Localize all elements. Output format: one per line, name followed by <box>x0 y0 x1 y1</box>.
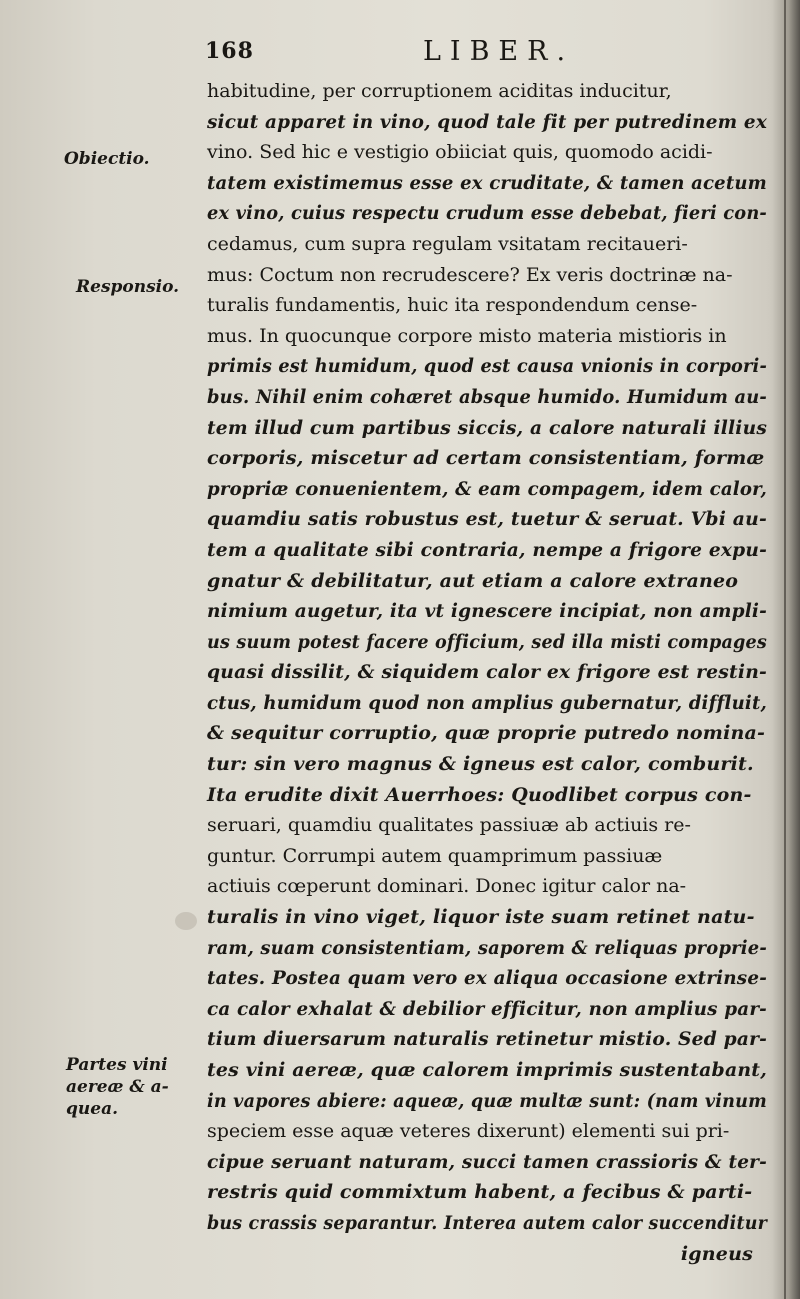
text-line: tates. Postea quam vero ex aliqua occasione extrinse- <box>207 967 767 990</box>
text-line: quamdiu satis robustus est, tuetur & seruat. Vbi au- <box>207 508 767 531</box>
text-line: corporis, miscetur ad certam consistentiam, formæ <box>207 447 765 470</box>
text-line: ctus, humidum quod non amplius gubernatur, diffluit, <box>207 691 767 714</box>
page-edge-line <box>784 0 786 1299</box>
page-edge-shadow <box>772 0 800 1299</box>
text-line: habitudine, per corruptionem aciditas inducitur, <box>207 80 672 102</box>
text-line: ca calor exhalat & debilior efficitur, non amplius par- <box>207 997 767 1020</box>
text-line: turalis in vino viget, liquor iste suam retinet natu- <box>207 906 755 929</box>
text-line: quasi dissilit, & siquidem calor ex frigore est restin- <box>207 661 767 684</box>
text-line: propriæ conuenientem, & eam compagem, idem calor, <box>207 477 767 500</box>
catchword: igneus <box>680 1242 753 1265</box>
text-line: nimium augetur, ita vt ignescere incipiat, non ampli- <box>207 600 767 623</box>
running-title: LIBER. <box>423 36 575 67</box>
page-number: 168 <box>205 38 254 64</box>
text-line: restris quid commixtum habent, a fecibus & parti- <box>207 1181 753 1204</box>
text-line: bus. Nihil enim cohæret absque humido. Humidum au- <box>207 385 767 408</box>
text-line: gnatur & debilitatur, aut etiam a calore extraneo <box>207 569 739 592</box>
text-line: tatem existimemus esse ex cruditate, & tamen acetum <box>207 171 767 194</box>
text-line: primis est humidum, quod est causa vnionis in corpori- <box>207 355 767 378</box>
margin-note-obiectio: Obiectio. <box>64 149 150 169</box>
text-line: tes vini aereæ, quæ calorem imprimis sustentabant, <box>207 1059 767 1081</box>
text-line: cipue seruant naturam, succi tamen crassioris & ter- <box>207 1150 767 1173</box>
margin-note-partes-vini: Partes vini aereæ & a-quea. <box>66 1055 169 1119</box>
text-line: mus: Coctum non recrudescere? Ex veris doctrinæ na- <box>207 263 733 286</box>
text-line: ex vino, cuius respectu crudum esse debebat, fieri con- <box>207 202 767 225</box>
text-line: tem a qualitate sibi contraria, nempe a frigore expu- <box>207 538 767 561</box>
text-line: in vapores abiere: aqueæ, quæ multæ sunt: (nam vinum <box>207 1089 767 1112</box>
text-line: guntur. Corrumpi autem quamprimum passiuæ <box>207 844 663 867</box>
text-line: & sequitur corruptio, quæ proprie putredo nomina- <box>207 722 766 745</box>
ink-stain <box>175 912 197 930</box>
text-line: tur: sin vero magnus & igneus est calor, comburit. <box>207 753 754 776</box>
text-line: us suum potest facere officium, sed illa misti compages <box>207 630 767 653</box>
text-line: bus crassis separantur. Interea autem calor succenditur <box>207 1211 767 1234</box>
text-line: vino. Sed hic e vestigio obiiciat quis, quomodo acidi- <box>207 141 713 164</box>
text-line: ram, suam consistentiam, saporem & reliquas proprie- <box>207 936 767 959</box>
text-line: mus. In quocunque corpore misto materia mistioris in <box>207 324 727 347</box>
text-line: tium diuersarum naturalis retinetur mistio. Sed par- <box>207 1028 767 1051</box>
text-line: Ita erudite dixit Auerrhoes: Quodlibet corpus con- <box>207 783 752 806</box>
text-line: actiuis cœperunt dominari. Donec igitur calor na- <box>207 875 687 898</box>
body-text <box>207 76 767 1269</box>
text-line: speciem esse aquæ veteres dixerunt) elementi sui pri- <box>207 1120 730 1143</box>
page-header <box>205 38 725 72</box>
text-line: seruari, quamdiu qualitates passiuæ ab actiuis re- <box>207 814 691 837</box>
text-line: cedamus, cum supra regulam vsitatam recitaueri- <box>207 232 688 255</box>
text-line: turalis fundamentis, huic ita respondendum cense- <box>207 294 698 317</box>
text-line: tem illud cum partibus siccis, a calore naturali illius <box>207 416 767 439</box>
margin-note-responsio: Responsio. <box>76 277 180 297</box>
text-line: sicut apparet in vino, quod tale fit per putredinem ex <box>207 110 767 133</box>
